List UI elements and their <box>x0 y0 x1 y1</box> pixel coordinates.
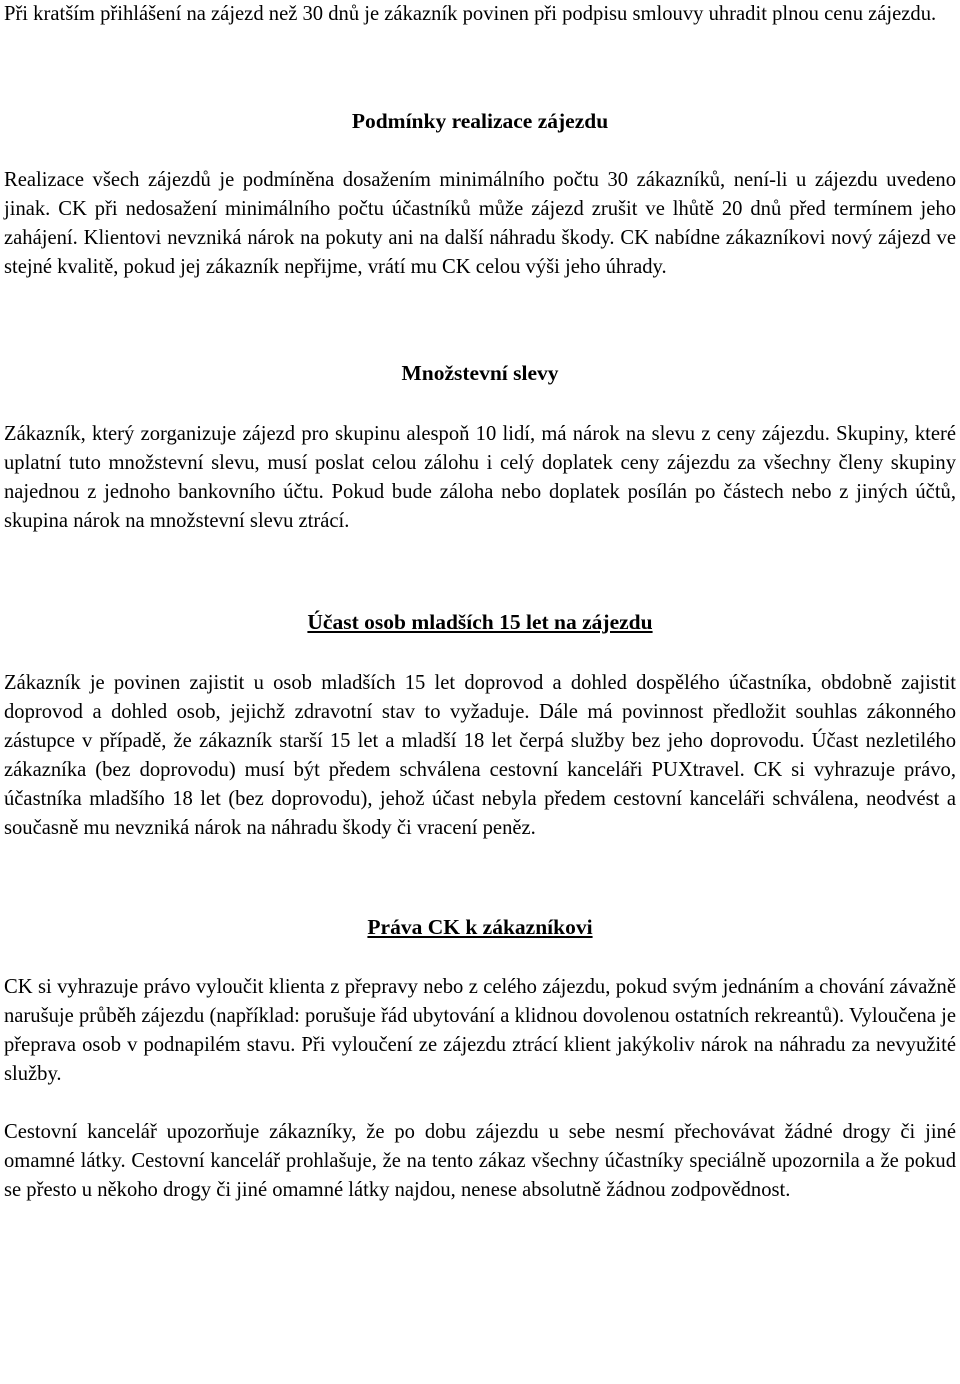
paragraph-ucast-osob-mladsich: Zákazník je povinen zajistit u osob mladších 15 let doprovod a dohled dospělého účastníka, obdobně zajistit doprovod a dohled osob, jejichž zdravotní stav to vyžaduje. Dále má povinnost předložit souhlas zákonného zástupce v případě, že zákazník starší 15 let a mladší 18 let čerpá služby bez jeho doprovodu. Účast nezletilého zákazníka (bez doprovodu) musí být předem schválena cestovní kanceláři PUXtravel. CK si vyhrazuje právo, účastníka mladšího 18 let (bez doprovodu), jehož účast nebyla předem cestovní kanceláři schválena, neodvést a současně mu nevzniká nárok na náhradu škody či vracení peněz. <box>4 672 956 839</box>
heading-podminky-realizace: Podmínky realizace zájezdu <box>351 109 609 133</box>
paragraph-prava-ck-vylouceni: CK si vyhrazuje právo vyloučit klienta z přepravy nebo z celého zájezdu, pokud svým jednáním a chování závažně narušuje průběh zájezdu (například: porušuje řád ubytování a klidnou dovolenou ostatních rekreantů). Vyloučena je přeprava osob v podnapilém stavu. Při vyloučení ze zájezdu ztrácí klient jakýkoliv nárok na náhradu za nevyužité služby. <box>4 976 956 1085</box>
heading-ucast-osob-mladsich: Účast osob mladších 15 let na zájezdu <box>307 610 653 634</box>
document-page <box>4 0 956 1205</box>
heading-prava-ck: Práva CK k zákazníkovi <box>367 915 593 939</box>
intro-paragraph: Při kratším přihlášení na zájezd než 30 dnů je zákazník povinen při podpisu smlouvy uhradit plnou cenu zájezdu. <box>4 3 937 25</box>
paragraph-mnozstevni-slevy: Zákazník, který zorganizuje zájezd pro skupinu alespoň 10 lidí, má nárok na slevu z ceny zájezdu. Skupiny, které uplatní tuto množstevní slevu, musí poslat celou zálohu i celý doplatek ceny zájezdu za všechny členy skupiny najednou z jednoho bankovního účtu. Pokud bude záloha nebo doplatek posílán po částech nebo z jiných účtů, skupina nárok na množstevní slevu ztrácí. <box>4 423 956 532</box>
paragraph-podminky-realizace: Realizace všech zájezdů je podmíněna dosažením minimálního počtu 30 zákazníků, není-li u zájezdu uvedeno jinak. CK při nedosažení minimálního počtu účastníků může zájezd zrušit ve lhůtě 20 dnů před termínem jeho zahájení. Klientovi nevzniká nárok na pokuty ani na další náhradu škody. CK nabídne zákazníkovi nový zájezd ve stejné kvalitě, pokud jej zákazník nepřijme, vrátí mu CK celou výši jeho úhrady. <box>4 169 956 278</box>
heading-mnozstevni-slevy: Množstevní slevy <box>401 361 559 385</box>
paragraph-prava-ck-drogy: Cestovní kancelář upozorňuje zákazníky, že po dobu zájezdu u sebe nesmí přechovávat žádné drogy či jiné omamné látky. Cestovní kancelář prohlašuje, že na tento zákaz všechny účastníky speciálně upozornila a že pokud se přesto u někoho drogy či jiné omamné látky najdou, nenese absolutně žádnou zodpovědnost. <box>4 1121 956 1201</box>
